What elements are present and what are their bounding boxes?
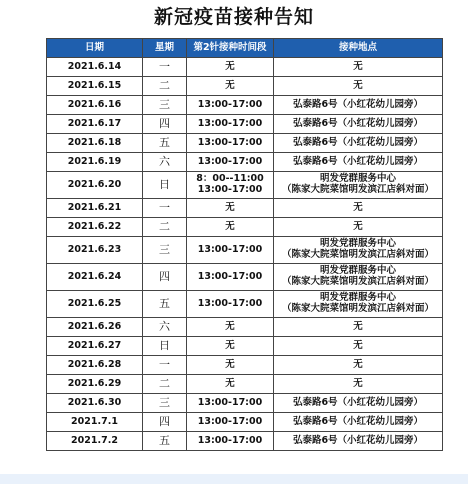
cell-date: 2021.7.1	[47, 413, 143, 432]
cell-weekday: 三	[143, 96, 187, 115]
location-line: 明发党群服务中心	[319, 238, 396, 250]
header-weekday: 星期	[143, 39, 187, 58]
cell-date: 2021.6.19	[47, 153, 143, 172]
time-line: 8：00--11:00	[196, 173, 264, 185]
location-line: 明发党群服务中心	[319, 265, 396, 277]
location-line: （陈家大院菜馆明发滨江店斜对面）	[281, 184, 434, 195]
table-row	[47, 291, 443, 318]
cell-time	[187, 264, 274, 291]
table-header-row	[47, 39, 443, 58]
table-row	[47, 218, 443, 237]
header-date: 日期	[47, 39, 143, 58]
location-line: （陈家大院菜馆明发滨江店斜对面）	[281, 249, 434, 260]
time-line: 13:00-17:00	[197, 243, 263, 255]
cell-weekday: 二	[143, 218, 187, 237]
cell-date: 2021.6.28	[47, 356, 143, 375]
location-line: 弘泰路6号（小红花幼儿园旁）	[292, 98, 424, 110]
cell-weekday: 二	[143, 375, 187, 394]
table-row	[47, 199, 443, 218]
cell-time	[187, 77, 274, 96]
location-line: 无	[353, 220, 363, 232]
cell-weekday: 四	[143, 115, 187, 134]
cell-time	[187, 58, 274, 77]
table-row	[47, 264, 443, 291]
time-line: 无	[225, 320, 235, 332]
cell-time	[187, 153, 274, 172]
cell-location	[274, 96, 443, 115]
time-line: 无	[225, 377, 235, 389]
bottom-strip	[0, 474, 468, 484]
cell-date: 2021.6.20	[47, 172, 143, 199]
location-line: 弘泰路6号（小红花幼儿园旁）	[292, 136, 424, 148]
time-line: 无	[225, 60, 235, 72]
cell-weekday: 日	[143, 337, 187, 356]
cell-weekday: 五	[143, 134, 187, 153]
location-line: 弘泰路6号（小红花幼儿园旁）	[292, 155, 424, 167]
cell-date: 2021.6.24	[47, 264, 143, 291]
cell-date: 2021.6.17	[47, 115, 143, 134]
location-line: 明发党群服务中心	[319, 173, 396, 185]
time-line: 13:00-17:00	[197, 434, 263, 446]
table-row	[47, 58, 443, 77]
header-location: 接种地点	[274, 39, 443, 58]
cell-time	[187, 237, 274, 264]
table-row	[47, 394, 443, 413]
cell-time	[187, 413, 274, 432]
location-line: 弘泰路6号（小红花幼儿园旁）	[292, 117, 424, 129]
location-line: 弘泰路6号（小红花幼儿园旁）	[292, 415, 424, 427]
table-body	[47, 58, 443, 451]
cell-weekday: 一	[143, 199, 187, 218]
cell-date: 2021.6.30	[47, 394, 143, 413]
table-row	[47, 432, 443, 451]
time-line: 13:00-17:00	[197, 117, 263, 129]
cell-weekday: 四	[143, 264, 187, 291]
cell-weekday: 一	[143, 356, 187, 375]
cell-location	[274, 432, 443, 451]
cell-location	[274, 218, 443, 237]
cell-time	[187, 96, 274, 115]
table-row	[47, 318, 443, 337]
cell-weekday: 五	[143, 432, 187, 451]
cell-weekday: 二	[143, 77, 187, 96]
cell-location	[274, 77, 443, 96]
table-row	[47, 375, 443, 394]
cell-location	[274, 394, 443, 413]
cell-date: 2021.6.25	[47, 291, 143, 318]
cell-location	[274, 337, 443, 356]
cell-date: 2021.6.27	[47, 337, 143, 356]
cell-location	[274, 58, 443, 77]
cell-date: 2021.6.26	[47, 318, 143, 337]
time-line: 13:00-17:00	[197, 136, 263, 148]
cell-date: 2021.6.29	[47, 375, 143, 394]
location-line: 无	[353, 320, 363, 332]
time-line: 无	[225, 79, 235, 91]
cell-time	[187, 394, 274, 413]
cell-weekday: 三	[143, 394, 187, 413]
table-row	[47, 115, 443, 134]
cell-time	[187, 134, 274, 153]
location-line: 明发党群服务中心	[319, 292, 396, 304]
table-row	[47, 413, 443, 432]
cell-date: 2021.6.15	[47, 77, 143, 96]
cell-location	[274, 115, 443, 134]
cell-time	[187, 318, 274, 337]
table-row	[47, 337, 443, 356]
cell-location	[274, 375, 443, 394]
cell-date: 2021.6.18	[47, 134, 143, 153]
cell-weekday: 四	[143, 413, 187, 432]
cell-location	[274, 356, 443, 375]
location-line: （陈家大院菜馆明发滨江店斜对面）	[281, 276, 434, 287]
cell-weekday: 六	[143, 318, 187, 337]
header-time: 第2针接种时间段	[187, 39, 274, 58]
cell-weekday: 一	[143, 58, 187, 77]
location-line: 弘泰路6号（小红花幼儿园旁）	[292, 434, 424, 446]
time-line: 13:00-17:00	[197, 415, 263, 427]
time-line: 13:00-17:00	[197, 155, 263, 167]
table-row	[47, 172, 443, 199]
time-line: 13:00-17:00	[197, 396, 263, 408]
cell-time	[187, 356, 274, 375]
page-title: 新冠疫苗接种告知	[153, 6, 314, 28]
cell-time	[187, 115, 274, 134]
location-line: 无	[353, 358, 363, 370]
cell-weekday: 三	[143, 237, 187, 264]
cell-location	[274, 134, 443, 153]
cell-date: 2021.6.23	[47, 237, 143, 264]
cell-date: 2021.6.14	[47, 58, 143, 77]
cell-time	[187, 432, 274, 451]
location-line: （陈家大院菜馆明发滨江店斜对面）	[281, 303, 434, 314]
location-line: 无	[353, 79, 363, 91]
cell-location	[274, 237, 443, 264]
table-row	[47, 77, 443, 96]
cell-location	[274, 199, 443, 218]
cell-weekday: 五	[143, 291, 187, 318]
vaccination-schedule-table	[46, 38, 443, 451]
cell-location	[274, 172, 443, 199]
cell-location	[274, 291, 443, 318]
cell-date: 2021.6.16	[47, 96, 143, 115]
table-row	[47, 96, 443, 115]
cell-weekday: 日	[143, 172, 187, 199]
cell-location	[274, 318, 443, 337]
location-line: 无	[353, 201, 363, 213]
cell-time	[187, 172, 274, 199]
location-line: 无	[353, 377, 363, 389]
cell-weekday: 六	[143, 153, 187, 172]
table-row	[47, 237, 443, 264]
time-line: 无	[225, 220, 235, 232]
time-line: 13:00-17:00	[197, 184, 263, 195]
location-line: 无	[353, 339, 363, 351]
cell-date: 2021.7.2	[47, 432, 143, 451]
cell-date: 2021.6.22	[47, 218, 143, 237]
time-line: 13:00-17:00	[197, 98, 263, 110]
cell-location	[274, 264, 443, 291]
cell-location	[274, 153, 443, 172]
cell-time	[187, 291, 274, 318]
cell-date: 2021.6.21	[47, 199, 143, 218]
cell-time	[187, 375, 274, 394]
cell-location	[274, 413, 443, 432]
location-line: 弘泰路6号（小红花幼儿园旁）	[292, 396, 424, 408]
time-line: 13:00-17:00	[197, 297, 263, 309]
location-line: 无	[353, 60, 363, 72]
cell-time	[187, 218, 274, 237]
time-line: 无	[225, 201, 235, 213]
time-line: 13:00-17:00	[197, 270, 263, 282]
table-row	[47, 356, 443, 375]
table-row	[47, 153, 443, 172]
cell-time	[187, 199, 274, 218]
time-line: 无	[225, 358, 235, 370]
time-line: 无	[225, 339, 235, 351]
cell-time	[187, 337, 274, 356]
table-row	[47, 134, 443, 153]
